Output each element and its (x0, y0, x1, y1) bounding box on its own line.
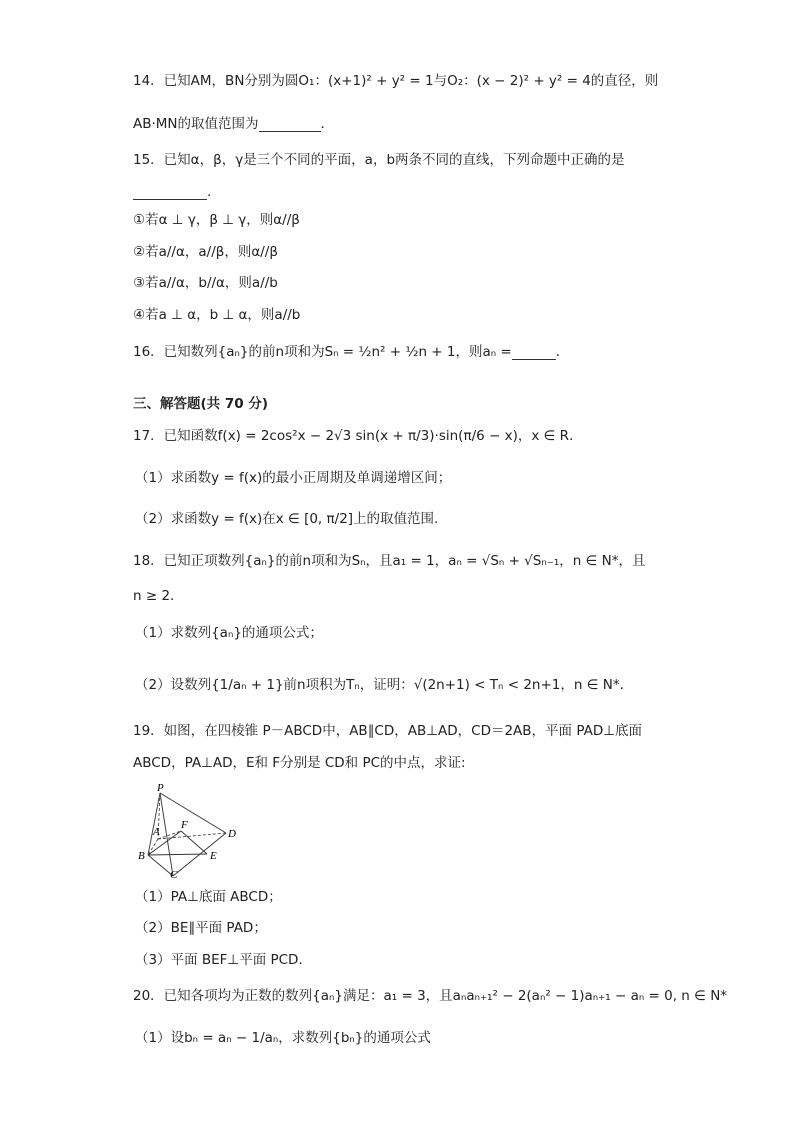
label-B: B (138, 850, 145, 862)
q18-stem2: n ≥ 2． (133, 588, 184, 604)
q14-line1: 14．已知AM，BN分别为圆O₁：(x+1)² + y² = 1与O₂：(x − 2)² + y² = 4的直径，则 (133, 73, 659, 89)
q15-answer-blank[interactable] (133, 185, 207, 200)
edge-PD (160, 793, 226, 833)
q15-option-1: ①若α ⊥ γ，β ⊥ γ，则α//β (133, 212, 300, 228)
q16-end: ． (555, 344, 570, 360)
q15-end: . (207, 184, 212, 200)
q16-text: 16．已知数列{aₙ}的前n项和为Sₙ = ½n² + ½n + 1，则aₙ = (133, 344, 512, 360)
q14-answer-blank[interactable] (259, 117, 321, 132)
q18-part2: （2）设数列{1/aₙ + 1}前n项积为Tₙ，证明：√(2n+1) < Tₙ < 2n+1，n ∈ N*． (135, 677, 634, 693)
edge-FE (181, 831, 207, 854)
q19-stem: 19．如图，在四棱锥 P－ABCD中，AB∥CD，AB⊥AD，CD＝2AB，平面 PAD⊥底面 (133, 723, 643, 739)
section-3-heading: 三、解答题(共 70 分) (133, 396, 269, 412)
label-D: D (228, 828, 236, 840)
q15-option-4: ④若a ⊥ α，b ⊥ α，则a//b (133, 307, 301, 323)
q18-stem: 18．已知正项数列{aₙ}的前n项和为Sₙ，且a₁ = 1，aₙ = √Sₙ + √Sₙ₋₁，n ∈ N*，且 (133, 553, 646, 569)
q19-part3: （3）平面 BEF⊥平面 PCD. (135, 952, 303, 968)
q15-option-3: ③若a//α，b//α，则a//b (133, 275, 278, 291)
label-P: P (157, 783, 164, 794)
q20-stem: 20．已知各项均为正数的数列{aₙ}满足：a₁ = 3，且aₙaₙ₊₁² − 2(aₙ² − 1)aₙ₊₁ − aₙ = 0, n ∈ N* (133, 988, 728, 1004)
q14-end: ． (320, 116, 335, 132)
q19-part2: （2）BE∥平面 PAD； (135, 920, 267, 936)
q15-line2 (133, 182, 211, 202)
q17-part1: （1）求函数y = f(x)的最小正周期及单调递增区间； (135, 470, 452, 486)
q16-answer-blank[interactable] (512, 345, 556, 360)
label-A: A (153, 826, 160, 838)
pyramid-figure (130, 783, 245, 878)
q19-part1: （1）PA⊥底面 ABCD； (135, 889, 282, 905)
q17-part2: （2）求函数y = f(x)在x ∈ [0, π/2]上的取值范围. (135, 511, 439, 527)
q18-part1: （1）求数列{aₙ}的通项公式； (135, 625, 323, 641)
label-C: C (170, 869, 178, 878)
edge-PC (160, 793, 173, 876)
q16-line (133, 342, 569, 362)
q17-stem: 17．已知函数f(x) = 2cos²x − 2√3 sin(x + π/3)·sin(π/6 − x)，x ∈ R． (133, 428, 583, 444)
q20-part1: （1）设bₙ = aₙ − 1/aₙ，求数列{bₙ}的通项公式 (135, 1030, 431, 1046)
edge-AD (158, 833, 226, 839)
q14-line2 (133, 114, 334, 134)
q14-vector-text: AB·MN的取值范围为 (133, 116, 259, 132)
q15-line1: 15．已知α，β，γ是三个不同的平面，a，b两条不同的直线，下列命题中正确的是 (133, 152, 625, 168)
label-F: F (181, 819, 188, 831)
q15-option-2: ②若a//α，a//β，则α//β (133, 244, 278, 260)
label-E: E (210, 850, 217, 862)
q19-stem2: ABCD，PA⊥AD，E和 F分别是 CD和 PC的中点，求证: (133, 755, 466, 771)
edge-BE (148, 854, 207, 855)
